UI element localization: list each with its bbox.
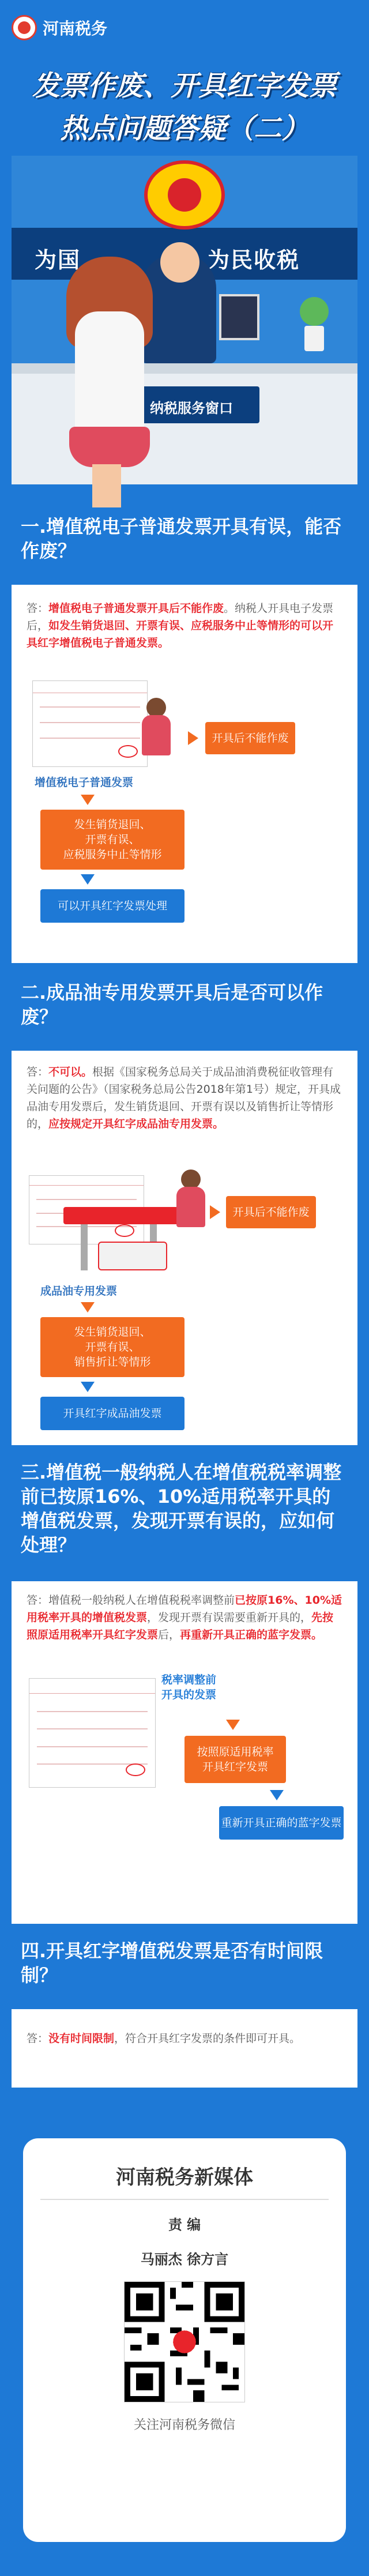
q2-answer-highlight-1: 不可以。: [48, 1066, 93, 1078]
q3-blue-invoice-box: 重新开具正确的蓝字发票: [219, 1806, 344, 1840]
tax-emblem-icon: [12, 15, 37, 40]
editor-names: 马丽杰 徐方言: [140, 2251, 229, 2267]
q2-invoice-caption: 成品油专用发票: [40, 1285, 118, 1298]
q4-answer: [27, 2030, 344, 2047]
q2-title: 二.成品油专用发票开具后是否可以作废？: [12, 973, 357, 1051]
qr-caption: 关注河南税务微信: [133, 2418, 235, 2432]
q4-answer-text: ，符合开具红字发票的条件即可开具。: [114, 2032, 301, 2045]
q4-answer-highlight-1: 没有时间限制: [48, 2032, 115, 2045]
arrow-down-icon: [81, 874, 95, 885]
arrow-down-icon: [226, 1720, 240, 1730]
q2-card: [12, 973, 357, 1445]
q2-cannot-void-box: 开具后不能作废: [226, 1196, 316, 1228]
q1-invoice-caption: 增值税电子普通发票: [35, 776, 134, 789]
q4-answer-prefix: 答：: [27, 2032, 49, 2045]
potted-plant-icon: [294, 291, 334, 355]
q3-answer-text-1: 增值税一般纳税人在增值税税率调整前: [48, 1594, 235, 1607]
q2-answer-text: 根据《国家税务总局关于成品油消费税征收管理有关问题的公告》（国家税务总局公告2018年第1号）规定，开具成品油专用发票后，发生销货退回、开票有误以及销售折让等情形的，: [27, 1066, 341, 1130]
q4-card: [12, 1932, 357, 2088]
q2-answer-highlight-2: 应按规定开具红字成品油专用发票。: [48, 1118, 224, 1130]
q2-situations-box: 发生销货退回、 开票有误、 销售折让等情形: [40, 1317, 184, 1377]
q3-answer: [27, 1592, 344, 1644]
q1-cannot-void-box: 开具后不能作废: [205, 722, 295, 754]
arrow-down-icon: [81, 1302, 95, 1313]
page-title-line2: 热点问题答疑（二）: [59, 112, 309, 145]
tax-officer-face: [160, 242, 199, 283]
page-title-line1: 发票作废、开具红字发票: [32, 70, 337, 102]
service-window-text: 纳税服务窗口: [150, 400, 233, 416]
q1-situations-box: 发生销货退回、 开票有误、 应税服务中止等情形: [40, 810, 184, 870]
q3-red-invoice-box: 按照原适用税率 开具红字发票: [184, 1736, 286, 1783]
hero-banner-left-text: 为国: [35, 247, 81, 273]
q1-answer-highlight-1: 增值税电子普通发票开具后不能作废: [48, 602, 224, 615]
e-invoice-image: [32, 680, 148, 767]
q3-answer-prefix: 答：: [27, 1594, 49, 1607]
q1-answer-highlight-2: 如发生销货退回、开票有误、应税服务中止等情形的可以开具红字增值税电子普通发票。: [27, 619, 334, 649]
q3-answer-highlight-2: 先按照原适用税率开具红字发票: [27, 1611, 334, 1641]
computer-monitor-icon: [219, 294, 259, 340]
q1-answer: [27, 600, 344, 652]
qr-code-icon[interactable]: [124, 2281, 245, 2402]
q1-card: [12, 507, 357, 963]
arrow-down-icon: [81, 1382, 95, 1392]
q4-title: 四.开具红字增值税发票是否有时间限制？: [12, 1932, 357, 2009]
divider: [40, 2199, 329, 2200]
q3-answer-highlight-3: 再重新开具正确的蓝字发票。: [180, 1629, 323, 1641]
national-emblem-icon: [144, 160, 225, 230]
q3-answer-highlight-1: 已按原16%、10%适用税率开具的增值税发票: [27, 1594, 342, 1624]
brand-name: 河南税务: [43, 19, 108, 38]
gas-station-icon: [63, 1201, 179, 1276]
q1-title: 一.增值税电子普通发票开具有误，能否作废？: [12, 507, 357, 585]
woman-skirt: [69, 427, 150, 467]
woman-figure: [75, 311, 144, 444]
woman-icon: [173, 1169, 208, 1227]
arrow-right-icon: [210, 1205, 220, 1219]
q1-answer-prefix: 答：: [27, 602, 49, 615]
counter-edge: [12, 363, 357, 374]
q3-answer-text-3: 后，: [158, 1629, 180, 1641]
q2-answer: [27, 1063, 344, 1133]
header: [0, 0, 369, 58]
brand-logo: [12, 15, 107, 40]
service-counter: [12, 363, 357, 484]
arrow-down-icon: [270, 1790, 284, 1800]
vat-invoice-image: [29, 1678, 156, 1788]
q3-invoice-caption: 税率调整前 开具的发票: [161, 1674, 217, 1701]
q1-answer-text: 。纳税人开具电子发票后，: [27, 602, 334, 632]
footer-card: [23, 2138, 346, 2542]
footer-title: 河南税务新媒体: [116, 2166, 253, 2189]
arrow-right-icon: [188, 731, 198, 745]
hero-banner-right-text: 为民收税: [208, 247, 300, 273]
q3-answer-text-2: ，发现开票有误需要重新开具的，: [147, 1611, 312, 1624]
q2-red-invoice-box: 开具红字成品油发票: [40, 1397, 184, 1430]
q3-title: 三.增值税一般纳税人在增值税税率调整前已按原16%、10%适用税率开具的增值税发票，发现开票有误的，应如何处理？: [12, 1453, 357, 1581]
hero-illustration: [12, 156, 357, 519]
arrow-down-icon: [81, 795, 95, 805]
q3-card: [12, 1453, 357, 1924]
editor-label: 责 编: [168, 2217, 201, 2233]
q2-answer-prefix: 答：: [27, 1066, 49, 1078]
q1-red-invoice-box: 可以开具红字发票处理: [40, 889, 184, 923]
woman-icon: [138, 698, 173, 755]
